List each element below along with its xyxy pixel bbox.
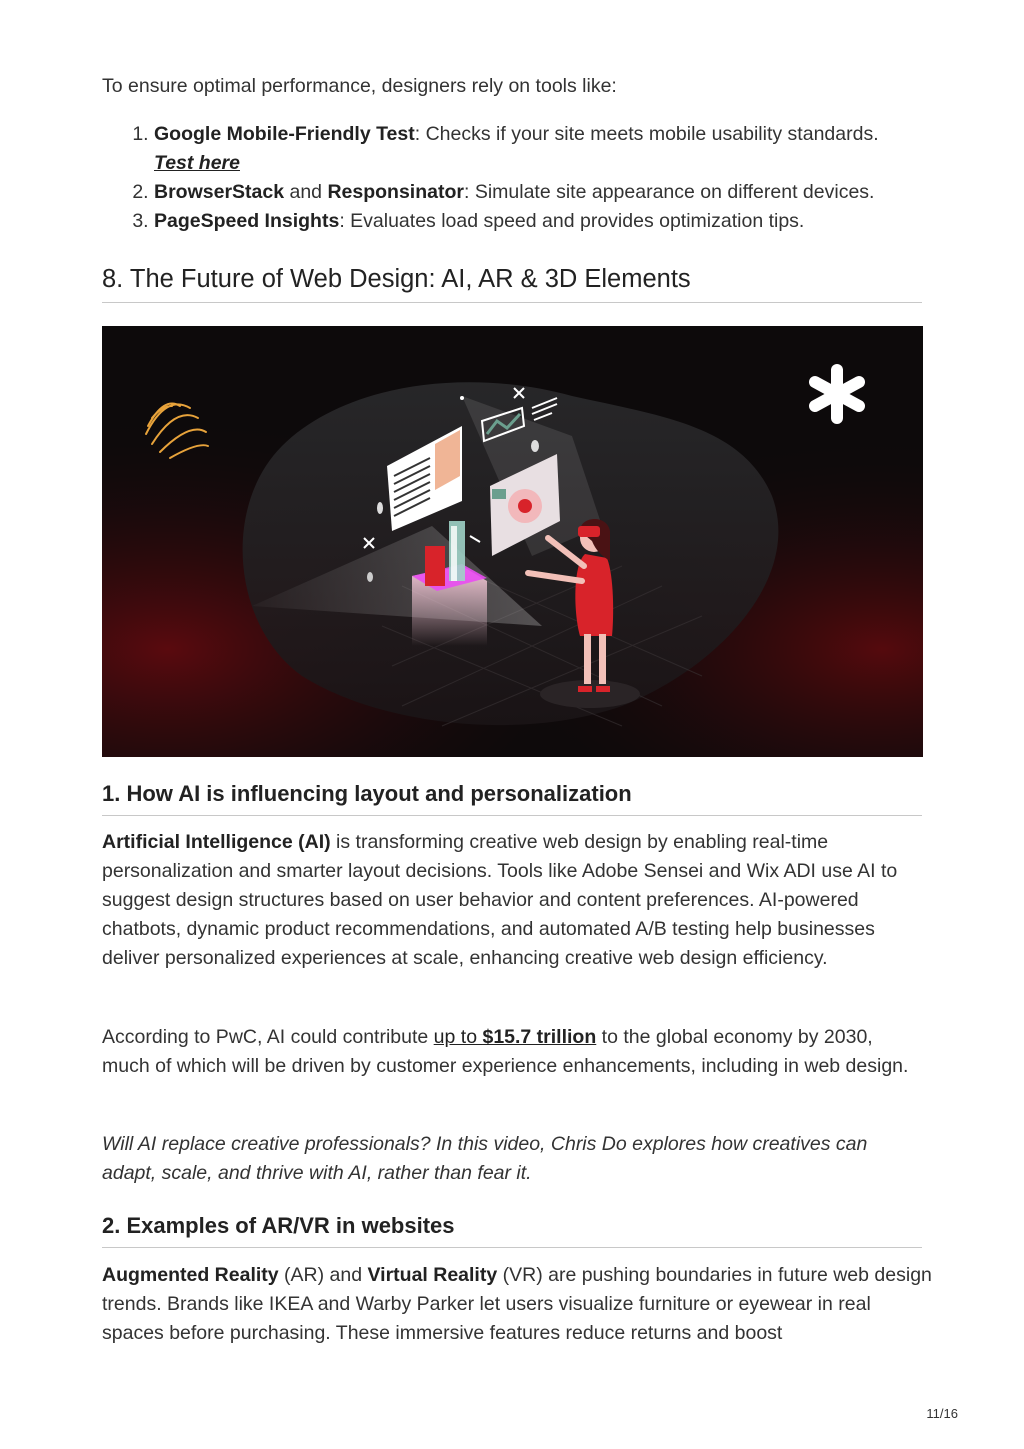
- paragraph-text: to the global economy by 2030, much of which will be driven by customer experience enhancements, including in web design.: [102, 1026, 909, 1077]
- intro-text: To ensure optimal performance, designers rely on tools like:: [102, 75, 617, 97]
- tool-name: PageSpeed Insights: [154, 210, 340, 232]
- pwc-paragraph: [102, 1023, 922, 1081]
- paragraph-text: (AR) and: [278, 1264, 368, 1286]
- list-item: [154, 207, 984, 236]
- pwc-link[interactable]: up to $15.7 trillion: [433, 1026, 597, 1048]
- tools-list: [102, 120, 984, 236]
- arvr-paragraph: [102, 1261, 932, 1348]
- tool-desc: : Simulate site appearance on different devices.: [463, 181, 875, 203]
- tool-desc: : Checks if your site meets mobile usability standards.: [414, 123, 879, 145]
- ar-vr-illustration: [102, 326, 923, 757]
- bold-term: Artificial Intelligence (AI): [102, 831, 331, 853]
- tool-name: BrowserStack: [154, 181, 285, 203]
- subsection-heading-ai: 1. How AI is influencing layout and personalization: [102, 781, 922, 816]
- list-item: [154, 120, 984, 178]
- paragraph-text: According to PwC, AI could contribute: [102, 1026, 434, 1048]
- bold-term: Augmented Reality: [102, 1264, 279, 1286]
- tool-name-2: Responsinator: [327, 181, 464, 203]
- hero-illustration: [102, 326, 923, 757]
- ai-paragraph: [102, 828, 922, 973]
- list-item: [154, 178, 984, 207]
- subsection-heading-arvr: 2. Examples of AR/VR in websites: [102, 1213, 922, 1248]
- paragraph-text: is transforming creative web design by enabling real-time personalization and smarter layout decisions. Tools like Adobe Sensei and Wix ADI use AI to suggest design structures based on user behavior and content preferences. AI-powered chatbots, dynamic product recommendations, and automated A/B testing help businesses deliver personalized experiences at scale, enhancing creative web design efficiency.: [102, 831, 898, 969]
- tool-desc: : Evaluates load speed and provides optimization tips.: [339, 210, 805, 232]
- page-number: 11/16: [926, 1406, 958, 1421]
- tool-name: Google Mobile-Friendly Test: [154, 123, 415, 145]
- tool-and: and: [284, 181, 328, 203]
- paragraph-text: (VR) are pushing boundaries in future web design trends. Brands like IKEA and Warby Parker let users visualize furniture or eyewear in real spaces before purchasing. These immersive features reduce returns and boost: [102, 1264, 932, 1344]
- test-here-link[interactable]: Test here: [154, 152, 240, 174]
- video-caption: Will AI replace creative professionals? In this video, Chris Do explores how creatives can adapt, scale, and thrive with AI, rather than fear it.: [102, 1133, 868, 1184]
- section-heading: 8. The Future of Web Design: AI, AR & 3D Elements: [102, 265, 922, 303]
- bold-term: Virtual Reality: [367, 1264, 498, 1286]
